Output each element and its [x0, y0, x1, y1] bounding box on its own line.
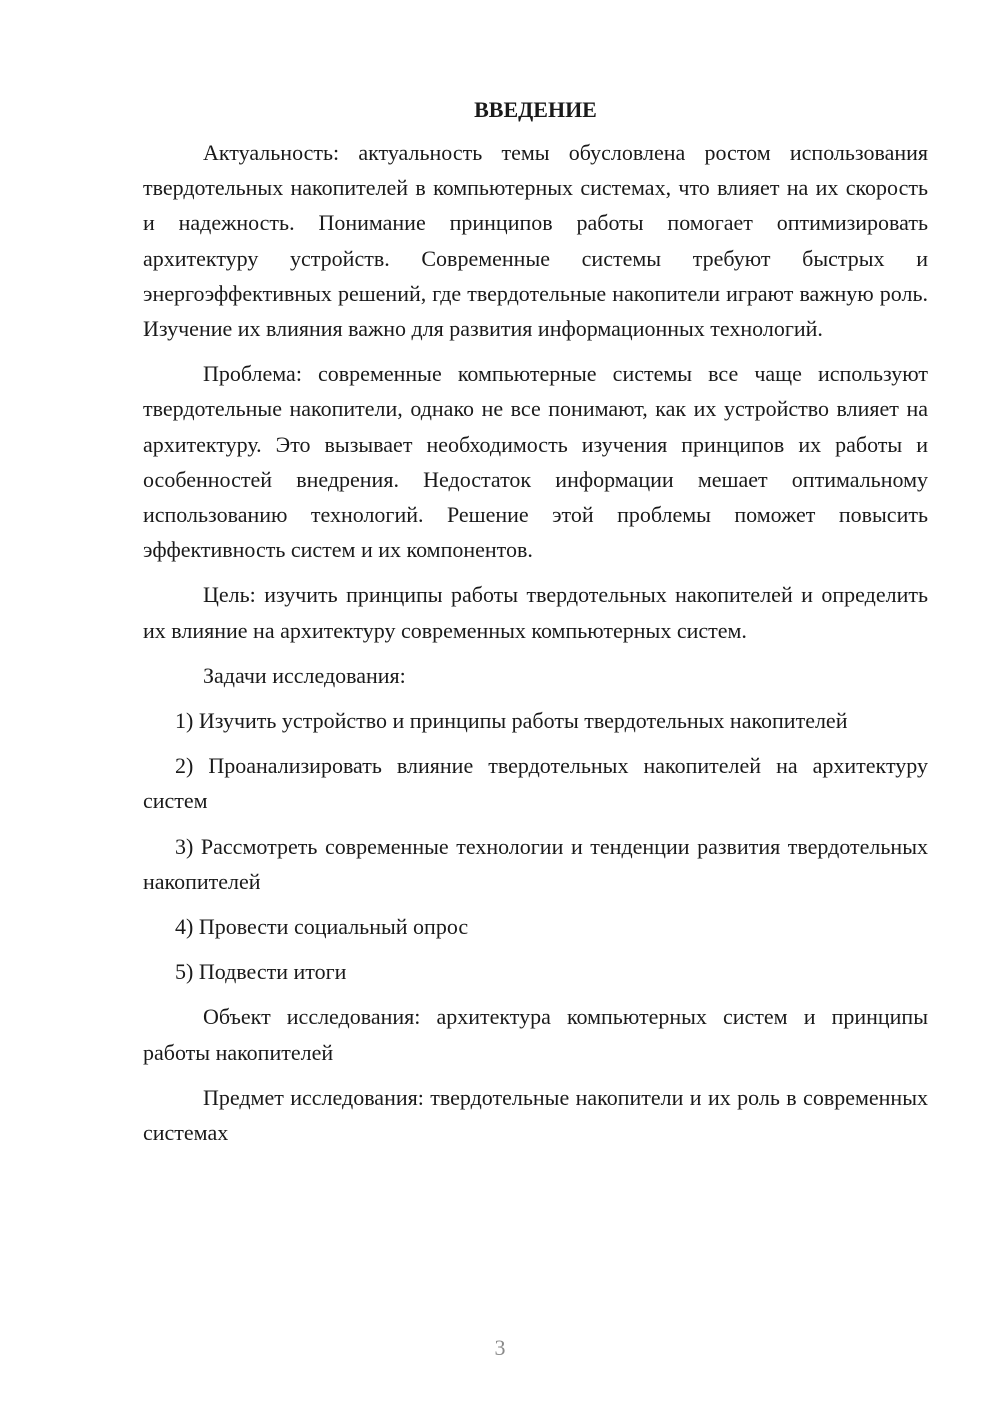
problem-paragraph: Проблема: современные компьютерные системы все чаще используют твердотельные накопители, однако не все понимают, как их устройство влияет на архитектуру. Это вызывает необходимость изучения принципов их работы и особенностей внедрения. Недостаток информации мешает оптимальному использованию технологий. Решение этой проблемы поможет повысить эффективность систем и их компонентов. — [143, 361, 928, 563]
task-item-1: 1) Изучить устройство и принципы работы твердотельных накопителей — [175, 708, 848, 734]
relevance-paragraph: Актуальность: актуальность темы обусловлена ростом использования твердотельных накопителей в компьютерных системах, что влияет на их скорость и надежность. Понимание принципов работы помогает оптимизировать архитектуру устройств. Современные системы требуют быстрых и энергоэффективных решений, где твердотельные накопители играют важную роль. Изучение их влияния важно для развития информационных технологий. — [143, 140, 928, 342]
tasks-heading: Задачи исследования: — [203, 662, 406, 688]
goal-paragraph: Цель: изучить принципы работы твердотельных накопителей и определить их влияние на архитектуру современных компьютерных систем. — [143, 582, 928, 643]
page-number: 3 — [494, 1335, 506, 1360]
subject-paragraph: Предмет исследования: твердотельные накопители и их роль в современных системах — [143, 1084, 928, 1146]
page-content — [143, 94, 928, 1160]
object-paragraph: Объект исследования: архитектура компьютерных систем и принципы работы накопителей — [143, 1004, 928, 1065]
task-item-4: 4) Провести социальный опрос — [175, 914, 469, 940]
task-item-3: 3) Рассмотреть современные технологии и тенденции развития твердотельных накопителей — [143, 833, 928, 894]
task-item-2: 2) Проанализировать влияние твердотельных накопителей на архитектуру систем — [143, 753, 928, 814]
section-title: ВВЕДЕНИЕ — [474, 97, 597, 122]
task-item-5: 5) Подвести итоги — [175, 959, 347, 985]
